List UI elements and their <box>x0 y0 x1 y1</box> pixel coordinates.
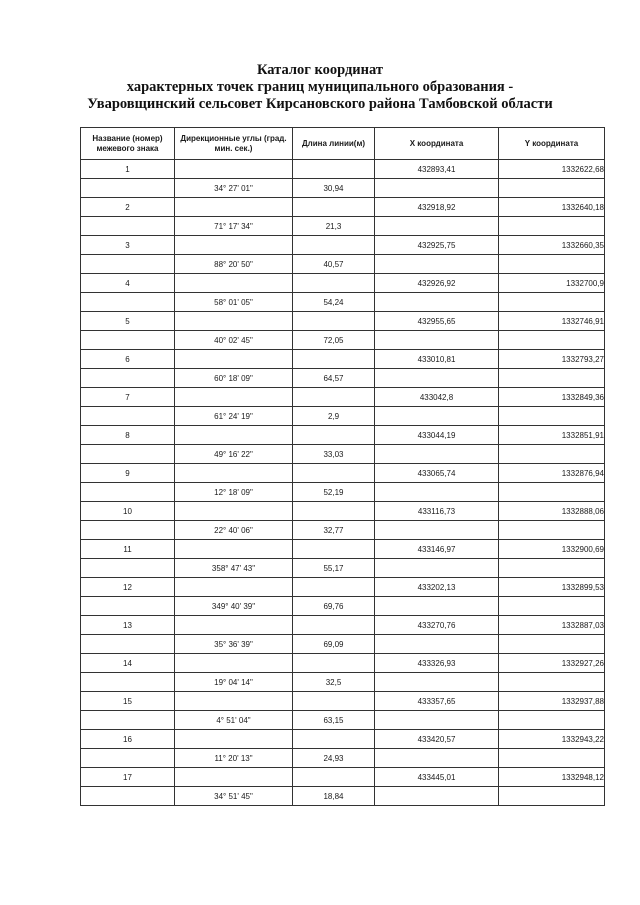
empty-cell <box>499 407 605 426</box>
y-coordinate-cell: 1332622,68 <box>499 160 605 179</box>
direction-angle-cell: 22° 40' 06" <box>175 521 293 540</box>
line-length-cell: 63,15 <box>293 711 375 730</box>
empty-cell <box>375 787 499 806</box>
empty-cell <box>375 483 499 502</box>
table-row <box>81 293 605 312</box>
table-row <box>81 635 605 654</box>
empty-cell <box>499 787 605 806</box>
empty-cell <box>81 369 175 388</box>
x-coordinate-cell: 433042,8 <box>375 388 499 407</box>
table-row <box>81 445 605 464</box>
empty-cell <box>81 217 175 236</box>
line-length-cell: 18,84 <box>293 787 375 806</box>
empty-cell <box>293 730 375 749</box>
table-row <box>81 274 605 293</box>
empty-cell <box>175 502 293 521</box>
title-line-3: Уваровщинский сельсовет Кирсановского района Тамбовской области <box>87 96 553 112</box>
empty-cell <box>375 445 499 464</box>
empty-cell <box>293 464 375 483</box>
table-row <box>81 711 605 730</box>
point-name-cell: 9 <box>81 464 175 483</box>
point-name-cell: 3 <box>81 236 175 255</box>
table-row <box>81 236 605 255</box>
line-length-cell: 21,3 <box>293 217 375 236</box>
empty-cell <box>175 236 293 255</box>
empty-cell <box>293 768 375 787</box>
line-length-cell: 30,94 <box>293 179 375 198</box>
empty-cell <box>81 749 175 768</box>
empty-cell <box>375 559 499 578</box>
line-length-cell: 24,93 <box>293 749 375 768</box>
table-header-row <box>81 128 605 160</box>
direction-angle-cell: 12° 18' 09" <box>175 483 293 502</box>
direction-angle-cell: 11° 20' 13" <box>175 749 293 768</box>
point-name-cell: 16 <box>81 730 175 749</box>
table-row <box>81 483 605 502</box>
y-coordinate-cell: 1332927,26 <box>499 654 605 673</box>
empty-cell <box>499 597 605 616</box>
empty-cell <box>293 654 375 673</box>
table-row <box>81 331 605 350</box>
table-row <box>81 255 605 274</box>
y-coordinate-cell: 1332887,03 <box>499 616 605 635</box>
y-coordinate-cell: 1332948,12 <box>499 768 605 787</box>
y-coordinate-cell: 1332640,18 <box>499 198 605 217</box>
point-name-cell: 14 <box>81 654 175 673</box>
table-row <box>81 502 605 521</box>
x-coordinate-cell: 433044,19 <box>375 426 499 445</box>
empty-cell <box>499 179 605 198</box>
line-length-cell: 72,05 <box>293 331 375 350</box>
empty-cell <box>375 749 499 768</box>
empty-cell <box>81 521 175 540</box>
y-coordinate-cell: 1332876,94 <box>499 464 605 483</box>
x-coordinate-cell: 433065,74 <box>375 464 499 483</box>
header-y-coordinate: Y координата <box>499 128 605 160</box>
empty-cell <box>499 749 605 768</box>
line-length-cell: 52,19 <box>293 483 375 502</box>
empty-cell <box>175 692 293 711</box>
table-row <box>81 540 605 559</box>
empty-cell <box>293 616 375 635</box>
table-row <box>81 597 605 616</box>
table-row <box>81 749 605 768</box>
title-line-2: характерных точек границ муниципального образования - <box>126 79 514 95</box>
line-length-cell: 69,76 <box>293 597 375 616</box>
table-row <box>81 198 605 217</box>
empty-cell <box>293 312 375 331</box>
empty-cell <box>375 673 499 692</box>
empty-cell <box>175 160 293 179</box>
y-coordinate-cell: 1332660,35 <box>499 236 605 255</box>
table-body <box>81 160 605 806</box>
x-coordinate-cell: 433116,73 <box>375 502 499 521</box>
empty-cell <box>499 483 605 502</box>
direction-angle-cell: 19° 04' 14" <box>175 673 293 692</box>
table-row <box>81 616 605 635</box>
empty-cell <box>175 426 293 445</box>
y-coordinate-cell: 1332900,69 <box>499 540 605 559</box>
x-coordinate-cell: 433010,81 <box>375 350 499 369</box>
table-row <box>81 559 605 578</box>
empty-cell <box>81 445 175 464</box>
empty-cell <box>375 255 499 274</box>
x-coordinate-cell: 433146,97 <box>375 540 499 559</box>
empty-cell <box>175 540 293 559</box>
point-name-cell: 10 <box>81 502 175 521</box>
empty-cell <box>293 350 375 369</box>
direction-angle-cell: 58° 01' 05" <box>175 293 293 312</box>
empty-cell <box>499 445 605 464</box>
empty-cell <box>375 407 499 426</box>
x-coordinate-cell: 432893,41 <box>375 160 499 179</box>
table-row <box>81 730 605 749</box>
empty-cell <box>81 673 175 692</box>
empty-cell <box>499 369 605 388</box>
table-row <box>81 521 605 540</box>
table-row <box>81 692 605 711</box>
table-row <box>81 160 605 179</box>
table-row <box>81 426 605 445</box>
empty-cell <box>175 388 293 407</box>
empty-cell <box>175 312 293 331</box>
point-name-cell: 6 <box>81 350 175 369</box>
empty-cell <box>499 255 605 274</box>
empty-cell <box>375 331 499 350</box>
point-name-cell: 7 <box>81 388 175 407</box>
empty-cell <box>81 597 175 616</box>
empty-cell <box>81 559 175 578</box>
empty-cell <box>499 217 605 236</box>
header-point-name: Название (номер) межевого знака <box>81 128 175 160</box>
line-length-cell: 40,57 <box>293 255 375 274</box>
y-coordinate-cell: 1332849,36 <box>499 388 605 407</box>
empty-cell <box>175 654 293 673</box>
direction-angle-cell: 71° 17' 34" <box>175 217 293 236</box>
empty-cell <box>293 540 375 559</box>
x-coordinate-cell: 432925,75 <box>375 236 499 255</box>
empty-cell <box>175 616 293 635</box>
point-name-cell: 5 <box>81 312 175 331</box>
title-line-1: Каталог координат <box>256 62 384 78</box>
empty-cell <box>499 293 605 312</box>
empty-cell <box>81 179 175 198</box>
empty-cell <box>81 635 175 654</box>
coordinates-table <box>80 127 605 806</box>
empty-cell <box>175 768 293 787</box>
direction-angle-cell: 358° 47' 43" <box>175 559 293 578</box>
direction-angle-cell: 40° 02' 45" <box>175 331 293 350</box>
y-coordinate-cell: 1332899,53 <box>499 578 605 597</box>
empty-cell <box>499 711 605 730</box>
y-coordinate-cell: 1332851,91 <box>499 426 605 445</box>
table-row <box>81 388 605 407</box>
line-length-cell: 69,09 <box>293 635 375 654</box>
line-length-cell: 2,9 <box>293 407 375 426</box>
empty-cell <box>499 331 605 350</box>
table-row <box>81 673 605 692</box>
empty-cell <box>375 635 499 654</box>
direction-angle-cell: 88° 20' 50" <box>175 255 293 274</box>
empty-cell <box>81 483 175 502</box>
empty-cell <box>81 331 175 350</box>
y-coordinate-cell: 1332700,9 <box>499 274 605 293</box>
line-length-cell: 54,24 <box>293 293 375 312</box>
empty-cell <box>81 711 175 730</box>
line-length-cell: 55,17 <box>293 559 375 578</box>
empty-cell <box>293 198 375 217</box>
table-row <box>81 350 605 369</box>
document-title <box>0 62 640 113</box>
table-row <box>81 217 605 236</box>
direction-angle-cell: 61° 24' 19" <box>175 407 293 426</box>
empty-cell <box>81 255 175 274</box>
point-name-cell: 2 <box>81 198 175 217</box>
empty-cell <box>175 464 293 483</box>
y-coordinate-cell: 1332943,22 <box>499 730 605 749</box>
header-x-coordinate: X координата <box>375 128 499 160</box>
x-coordinate-cell: 433270,76 <box>375 616 499 635</box>
table-row <box>81 407 605 426</box>
direction-angle-cell: 49° 16' 22" <box>175 445 293 464</box>
empty-cell <box>499 559 605 578</box>
empty-cell <box>375 369 499 388</box>
x-coordinate-cell: 432918,92 <box>375 198 499 217</box>
table-row <box>81 179 605 198</box>
x-coordinate-cell: 433202,13 <box>375 578 499 597</box>
y-coordinate-cell: 1332746,91 <box>499 312 605 331</box>
x-coordinate-cell: 433420,57 <box>375 730 499 749</box>
empty-cell <box>175 578 293 597</box>
point-name-cell: 4 <box>81 274 175 293</box>
empty-cell <box>375 293 499 312</box>
empty-cell <box>499 521 605 540</box>
line-length-cell: 32,77 <box>293 521 375 540</box>
direction-angle-cell: 34° 51' 45" <box>175 787 293 806</box>
empty-cell <box>293 578 375 597</box>
point-name-cell: 8 <box>81 426 175 445</box>
table-row <box>81 578 605 597</box>
empty-cell <box>293 502 375 521</box>
line-length-cell: 33,03 <box>293 445 375 464</box>
x-coordinate-cell: 433326,93 <box>375 654 499 673</box>
empty-cell <box>293 236 375 255</box>
table-row <box>81 787 605 806</box>
empty-cell <box>375 597 499 616</box>
direction-angle-cell: 35° 36' 39" <box>175 635 293 654</box>
direction-angle-cell: 4° 51' 04" <box>175 711 293 730</box>
empty-cell <box>175 274 293 293</box>
empty-cell <box>499 673 605 692</box>
header-direction-angle: Дирекционные углы (град. мин. сек.) <box>175 128 293 160</box>
point-name-cell: 17 <box>81 768 175 787</box>
direction-angle-cell: 34° 27' 01" <box>175 179 293 198</box>
table-row <box>81 464 605 483</box>
empty-cell <box>81 787 175 806</box>
y-coordinate-cell: 1332888,06 <box>499 502 605 521</box>
point-name-cell: 15 <box>81 692 175 711</box>
empty-cell <box>499 635 605 654</box>
x-coordinate-cell: 433357,65 <box>375 692 499 711</box>
point-name-cell: 1 <box>81 160 175 179</box>
point-name-cell: 11 <box>81 540 175 559</box>
direction-angle-cell: 349° 40' 39" <box>175 597 293 616</box>
empty-cell <box>293 160 375 179</box>
line-length-cell: 32,5 <box>293 673 375 692</box>
empty-cell <box>175 730 293 749</box>
empty-cell <box>175 350 293 369</box>
empty-cell <box>375 217 499 236</box>
empty-cell <box>293 692 375 711</box>
empty-cell <box>293 274 375 293</box>
empty-cell <box>175 198 293 217</box>
header-line-length: Длина линии(м) <box>293 128 375 160</box>
empty-cell <box>375 711 499 730</box>
empty-cell <box>375 179 499 198</box>
y-coordinate-cell: 1332937,88 <box>499 692 605 711</box>
table-row <box>81 768 605 787</box>
x-coordinate-cell: 432926,92 <box>375 274 499 293</box>
empty-cell <box>375 521 499 540</box>
table-row <box>81 369 605 388</box>
x-coordinate-cell: 433445,01 <box>375 768 499 787</box>
empty-cell <box>293 426 375 445</box>
table-row <box>81 312 605 331</box>
x-coordinate-cell: 432955,65 <box>375 312 499 331</box>
table-row <box>81 654 605 673</box>
empty-cell <box>81 293 175 312</box>
point-name-cell: 13 <box>81 616 175 635</box>
empty-cell <box>81 407 175 426</box>
direction-angle-cell: 60° 18' 09" <box>175 369 293 388</box>
line-length-cell: 64,57 <box>293 369 375 388</box>
point-name-cell: 12 <box>81 578 175 597</box>
y-coordinate-cell: 1332793,27 <box>499 350 605 369</box>
empty-cell <box>293 388 375 407</box>
